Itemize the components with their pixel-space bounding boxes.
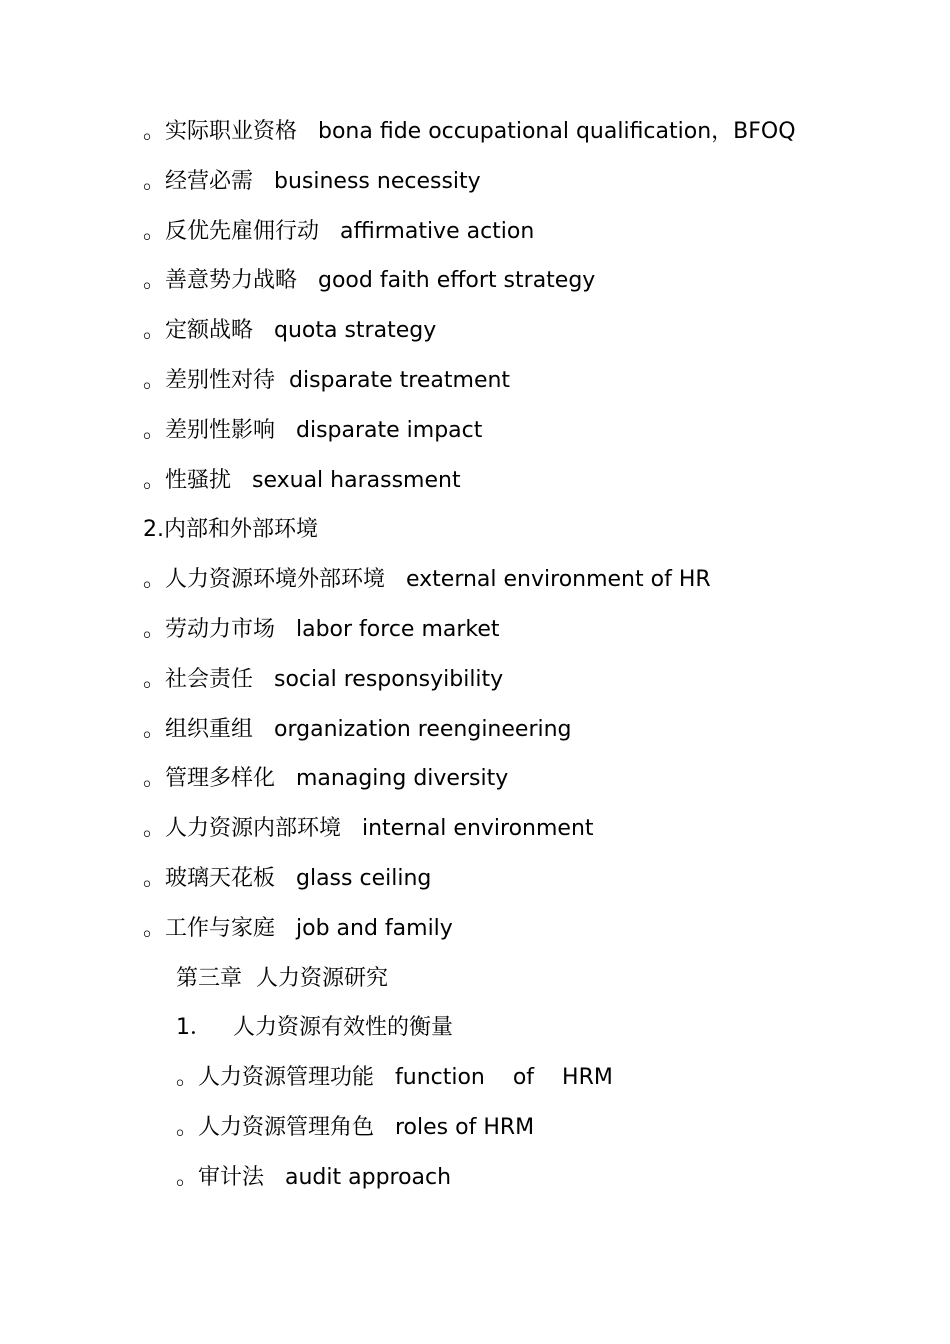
bullet-mark: 。 — [176, 1114, 199, 1140]
term-chinese: 人力资源环境外部环境 — [165, 567, 386, 593]
bullet-mark: 。 — [143, 716, 166, 742]
term-chinese: 差别性影响 — [165, 417, 276, 443]
term-chinese: 人力资源管理角色 — [198, 1114, 375, 1140]
term-separator — [385, 567, 406, 592]
term-english: disparate impact — [296, 417, 483, 443]
term-english: external environment of HR — [406, 567, 711, 593]
bullet-mark: 。 — [143, 318, 166, 344]
term-english: internal environment — [362, 816, 594, 842]
term-chinese: 实际职业资格 — [165, 119, 298, 144]
term-english: disparate treatment — [289, 367, 511, 393]
term-chinese: 管理多样化 — [165, 766, 276, 792]
term-english: good faith effort strategy — [318, 268, 596, 294]
glossary-entry — [0, 162, 950, 212]
heading-text: 1． 人力资源有效性的衡量 — [176, 1015, 453, 1041]
term-chinese: 人力资源管理功能 — [198, 1065, 375, 1091]
glossary-entry — [0, 1058, 950, 1108]
term-separator — [231, 468, 252, 493]
term-separator — [275, 368, 289, 393]
term-separator — [297, 119, 318, 144]
glossary-entry — [0, 411, 950, 461]
term-english: function of HRM — [395, 1065, 613, 1091]
glossary-entry — [0, 261, 950, 311]
term-separator — [253, 318, 274, 343]
term-english: labor force market — [296, 616, 500, 642]
term-separator — [275, 617, 296, 642]
term-separator — [374, 1115, 395, 1140]
term-chinese: 劳动力市场 — [165, 616, 276, 642]
bullet-mark: 。 — [143, 467, 166, 493]
glossary-entry — [0, 311, 950, 361]
section-heading — [0, 510, 950, 560]
term-chinese: 玻璃天花板 — [165, 865, 276, 891]
term-english: affirmative action — [340, 218, 535, 244]
bullet-mark: 。 — [143, 218, 166, 244]
glossary-entry — [0, 1108, 950, 1158]
heading-text: 2.内部和外部环境 — [143, 517, 318, 543]
glossary-entry — [0, 361, 950, 411]
term-separator — [374, 1065, 395, 1090]
term-separator — [275, 418, 296, 443]
term-chinese: 组织重组 — [165, 716, 254, 742]
term-english: glass ceiling — [296, 865, 432, 891]
term-separator — [275, 866, 296, 891]
term-english: quota strategy — [274, 318, 437, 344]
bullet-mark: 。 — [143, 168, 166, 194]
bullet-mark: 。 — [143, 666, 166, 692]
glossary-entry — [0, 1158, 950, 1208]
bullet-mark: 。 — [143, 268, 166, 294]
glossary-entry — [0, 461, 950, 511]
term-english: bona fide occupational qualification，BFOQ — [318, 119, 796, 144]
section-heading — [0, 959, 950, 1009]
glossary-entry — [0, 759, 950, 809]
term-english: sexual harassment — [252, 467, 461, 493]
bullet-mark: 。 — [143, 367, 166, 393]
glossary-entry — [0, 710, 950, 760]
term-separator — [341, 816, 362, 841]
term-english: roles of HRM — [395, 1114, 535, 1140]
term-separator — [319, 219, 340, 244]
term-separator — [275, 766, 296, 791]
term-english: audit approach — [285, 1164, 452, 1190]
bullet-mark: 。 — [143, 567, 166, 593]
term-english: organization reengineering — [274, 716, 572, 742]
term-separator — [253, 717, 274, 742]
glossary-entry — [0, 610, 950, 660]
term-chinese: 反优先雇佣行动 — [165, 218, 320, 244]
glossary-entry — [0, 909, 950, 959]
glossary-entry — [0, 112, 950, 162]
term-english: managing diversity — [296, 766, 509, 792]
term-chinese: 差别性对待 — [165, 367, 276, 393]
term-english: social responsyibility — [274, 666, 504, 692]
term-chinese: 审计法 — [198, 1164, 265, 1190]
term-separator — [253, 169, 274, 194]
bullet-mark: 。 — [176, 1164, 199, 1190]
glossary-list — [0, 112, 950, 1208]
term-chinese: 工作与家庭 — [165, 915, 276, 941]
term-english: job and family — [296, 915, 453, 941]
term-chinese: 善意势力战略 — [165, 268, 298, 294]
glossary-entry — [0, 660, 950, 710]
term-separator — [264, 1165, 285, 1190]
bullet-mark: 。 — [143, 417, 166, 443]
bullet-mark: 。 — [143, 816, 166, 842]
bullet-mark: 。 — [143, 766, 166, 792]
glossary-entry — [0, 560, 950, 610]
term-chinese: 经营必需 — [165, 168, 254, 194]
glossary-entry — [0, 212, 950, 262]
bullet-mark: 。 — [143, 865, 166, 891]
glossary-entry — [0, 809, 950, 859]
term-chinese: 社会责任 — [165, 666, 254, 692]
term-separator — [275, 916, 296, 941]
term-chinese: 性骚扰 — [165, 467, 232, 493]
term-separator — [253, 667, 274, 692]
term-english: business necessity — [274, 168, 481, 194]
term-chinese: 定额战略 — [165, 318, 254, 344]
bullet-mark: 。 — [143, 915, 166, 941]
glossary-entry — [0, 859, 950, 909]
section-heading — [0, 1008, 950, 1058]
bullet-mark: 。 — [143, 119, 166, 144]
heading-text: 第三章 人力资源研究 — [176, 965, 388, 991]
bullet-mark: 。 — [176, 1065, 199, 1091]
bullet-mark: 。 — [143, 616, 166, 642]
term-separator — [297, 268, 318, 293]
term-chinese: 人力资源内部环境 — [165, 816, 342, 842]
